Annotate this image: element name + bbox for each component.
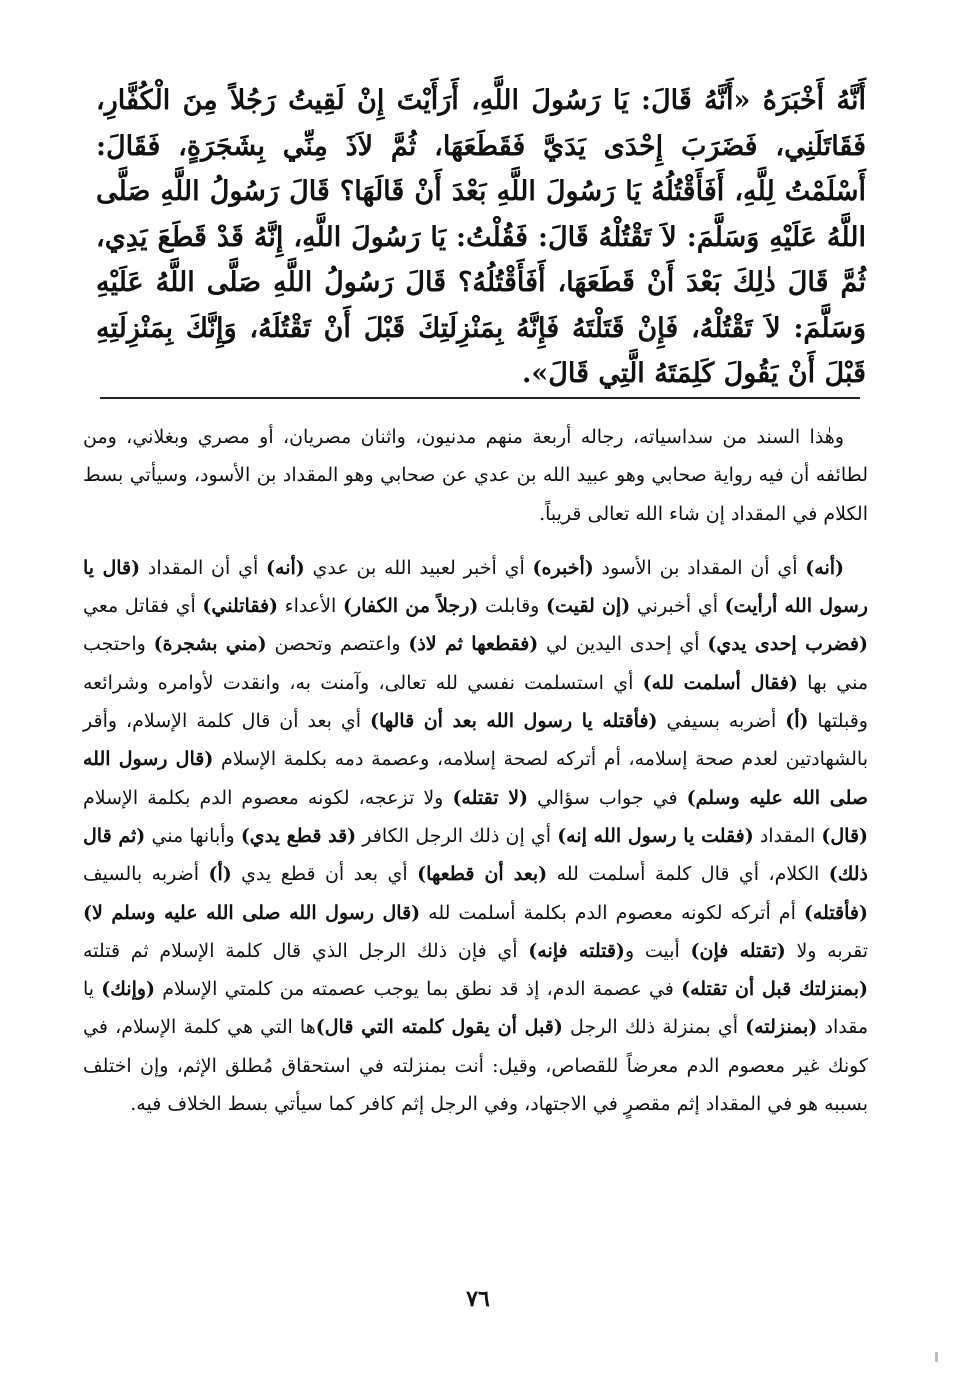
commentary-text: أي إحدى اليدين لي xyxy=(538,633,708,656)
commentary-text: تقربه ولا xyxy=(785,939,869,962)
commentary-text: في جواب سؤالي xyxy=(528,786,687,809)
commentary-text: وأبانها مني xyxy=(145,824,241,847)
commentary-lemma: (وإنك) xyxy=(101,978,156,1001)
commentary-text: أبيت و xyxy=(624,939,691,962)
commentary-lemma: (تقتله فإن) xyxy=(690,939,786,962)
commentary-text: الأعداء xyxy=(278,595,343,618)
hadith-text-block xyxy=(96,78,866,397)
commentary-lemma: (أ) xyxy=(208,863,232,886)
commentary-text: أضربه بسيفي xyxy=(657,710,786,733)
scan-mark xyxy=(935,1352,938,1362)
commentary-lemma: (أنه) xyxy=(266,556,305,579)
hadith-text: أَنَّهُ أَخْبَرَهُ «أَنَّهُ قَالَ: يَا رَسُولَ اللَّهِ، أَرَأَيْتَ إِنْ لَقِيتُ رَجُلاً مِنَ الْكُفَّارِ، فَقَاتَلَنِي، فَضَرَبَ إِحْدَى يَدَيَّ فَقَطَعَهَا، ثُمَّ لاَذَ مِنِّي بِشَجَرَةٍ، فَقَالَ: أَسْلَمْتُ لِلَّهِ، أَفَأَقْتُلُهُ يَا رَسُولَ اللَّهِ بَعْدَ أَنْ قَالَهَا؟ قَالَ رَسُولُ اللَّهِ صَلَّى اللَّهُ عَلَيْهِ وَسَلَّمَ: لاَ تَقْتُلْهُ قَالَ: فَقُلْتُ: يَا رَسُولَ اللَّهِ، إِنَّهُ قَدْ قَطَعَ يَدِي، ثُمَّ قَالَ ذٰلِكَ بَعْدَ أَنْ قَطَعَهَا، أَفَأَقْتُلُهُ؟ قَالَ رَسُولُ اللَّهِ صَلَّى اللَّهُ عَلَيْهِ وَسَلَّمَ: لاَ تَقْتُلْهُ، فَإِنْ قَتَلْتَهُ فَإِنَّهُ بِمَنْزِلَتِكَ قَبْلَ أَنْ تَقْتُلَهُ، وَإِنَّكَ بِمَنْزِلَتِهِ قَبْلَ أَنْ يَقُولَ كَلِمَتَهُ الَّتِي قَالَ». xyxy=(96,85,866,389)
commentary-lemma: (فقطعها ثم لاذ) xyxy=(408,633,539,656)
commentary-text: واحتجب مني بها xyxy=(83,633,868,694)
commentary-text: أي أخبر لعبيد الله بن عدي xyxy=(304,556,533,579)
commentary-text: أي بمنزلة ذلك الرجل xyxy=(562,1016,746,1039)
commentary-text: أي فإن ذلك الرجل الذي قال كلمة الإسلام ثم قتلته xyxy=(83,939,529,962)
commentary-lemma: (قال رسول الله صلى الله عليه وسلم لا) xyxy=(83,901,421,924)
commentary-text: أي إن ذلك الرجل الكافر xyxy=(356,824,558,847)
commentary-block xyxy=(83,418,868,1123)
commentary-lemma: (فقال أسلمت لله) xyxy=(642,671,798,694)
commentary-text: أي أن المقداد بن الأسود xyxy=(593,556,806,579)
commentary-lemma: (مني بشجرة) xyxy=(153,633,267,656)
commentary-text: الكلام، أي قال كلمة أسلمت لله xyxy=(547,863,829,886)
commentary-text: ها التي هي كلمة الإسلام، في كونك غير معصوم الدم معرضاً للقصاص، وقيل: أنت بمنزلته في استحقاق مُطلق الإثم، وإن اختلف بسببه هو في المقداد إثم مقصرٍ في الاجتهاد، وفي الرجل إثم كافر كما سيأتي بسط الخلاف فيه. xyxy=(83,1016,868,1116)
commentary-text: أي أن المقداد xyxy=(140,556,267,579)
commentary-text: أي فقاتل معي xyxy=(83,595,203,618)
commentary-text: أم أتركه لكونه معصوم الدم بكلمة أسلمت لله xyxy=(420,901,804,924)
commentary-lemma: (إن لقيت) xyxy=(545,595,631,618)
commentary-text: أي بعد أن قطع يدي xyxy=(231,863,418,886)
commentary-paragraph xyxy=(83,549,868,1123)
commentary-lemma: (فقلت يا رسول الله إنه) xyxy=(557,824,754,847)
commentary-text: المقداد xyxy=(753,824,822,847)
footnote-divider xyxy=(100,397,860,399)
commentary-lemma: (قبل أن يقول كلمته التي قال) xyxy=(315,1016,563,1039)
commentary-text: أي بعد أن قال كلمة الإسلام، وأقر بالشهادتين لعدم صحة إسلامه، أم أتركه لصحة إسلامه، وعصمة دمه بكلمة الإسلام xyxy=(83,710,868,771)
commentary-text: ولا تزعجه، لكونه معصوم الدم بكلمة الإسلام xyxy=(83,786,453,809)
commentary-lemma: (قال رسول الله صلى الله عليه وسلم) xyxy=(83,748,868,809)
commentary-lemma: (رجلاً من الكفار) xyxy=(342,595,479,618)
commentary-text: يا مقداد xyxy=(83,978,868,1039)
commentary-lemma: (أ) xyxy=(785,710,809,733)
commentary-text: وقابلت xyxy=(478,595,546,618)
commentary-lemma: (فضرب إحدى يدي) xyxy=(707,633,868,656)
commentary-lemma: (أخبره) xyxy=(532,556,594,579)
commentary-text: أي أخبرني xyxy=(630,595,725,618)
commentary-lemma: (فأقتله) xyxy=(803,901,869,924)
commentary-lemma: (فقاتلني) xyxy=(202,595,279,618)
commentary-text: أي استسلمت نفسي لله تعالى، وآمنت به، وانقدت لأوامره وشرائعه وقبلتها xyxy=(83,671,868,733)
commentary-lemma: (بمنزلته) xyxy=(745,1016,818,1039)
commentary-lemma: (بعد أن قطعها) xyxy=(417,863,548,886)
commentary-lemma: (بمنزلتك قبل أن تقتله) xyxy=(681,978,868,1001)
page-number: ٧٦ xyxy=(466,1286,490,1312)
commentary-lemma: (أنه) xyxy=(805,556,845,579)
commentary-lemma: (قال) xyxy=(821,824,869,847)
commentary-lemma: (قال يا رسول الله أرأيت) xyxy=(83,556,868,618)
commentary-lemma: (فأقتله يا رسول الله بعد أن قالها) xyxy=(369,710,658,733)
isnad-note: وهٰذا السند من سداسياته، رجاله أربعة منهم مدنيون، واثنان مصريان، أو مصري وبغلاني، ومن لطائفه أن فيه رواية صحابي وهو عبيد الله بن عدي عن صحابي وهو المقداد بن الأسود، وسيأتي بسط الكلام في المقداد إن شاء الله تعالى قريباً. xyxy=(83,426,868,525)
commentary-lemma: (قد قطع يدي) xyxy=(240,824,357,847)
commentary-text: واعتصم وتحصن xyxy=(266,633,409,656)
commentary-text: في عصمة الدم، إذ قد نطق بما يوجب عصمته من كلمتي الإسلام xyxy=(155,978,682,1001)
commentary-lemma: (لا تقتله) xyxy=(452,786,529,809)
commentary-lemma: (ثم قال ذلك) xyxy=(83,824,868,886)
commentary-lemma: (قتلته فإنه) xyxy=(528,939,625,962)
commentary-text: أضربه بالسيف xyxy=(83,863,209,886)
